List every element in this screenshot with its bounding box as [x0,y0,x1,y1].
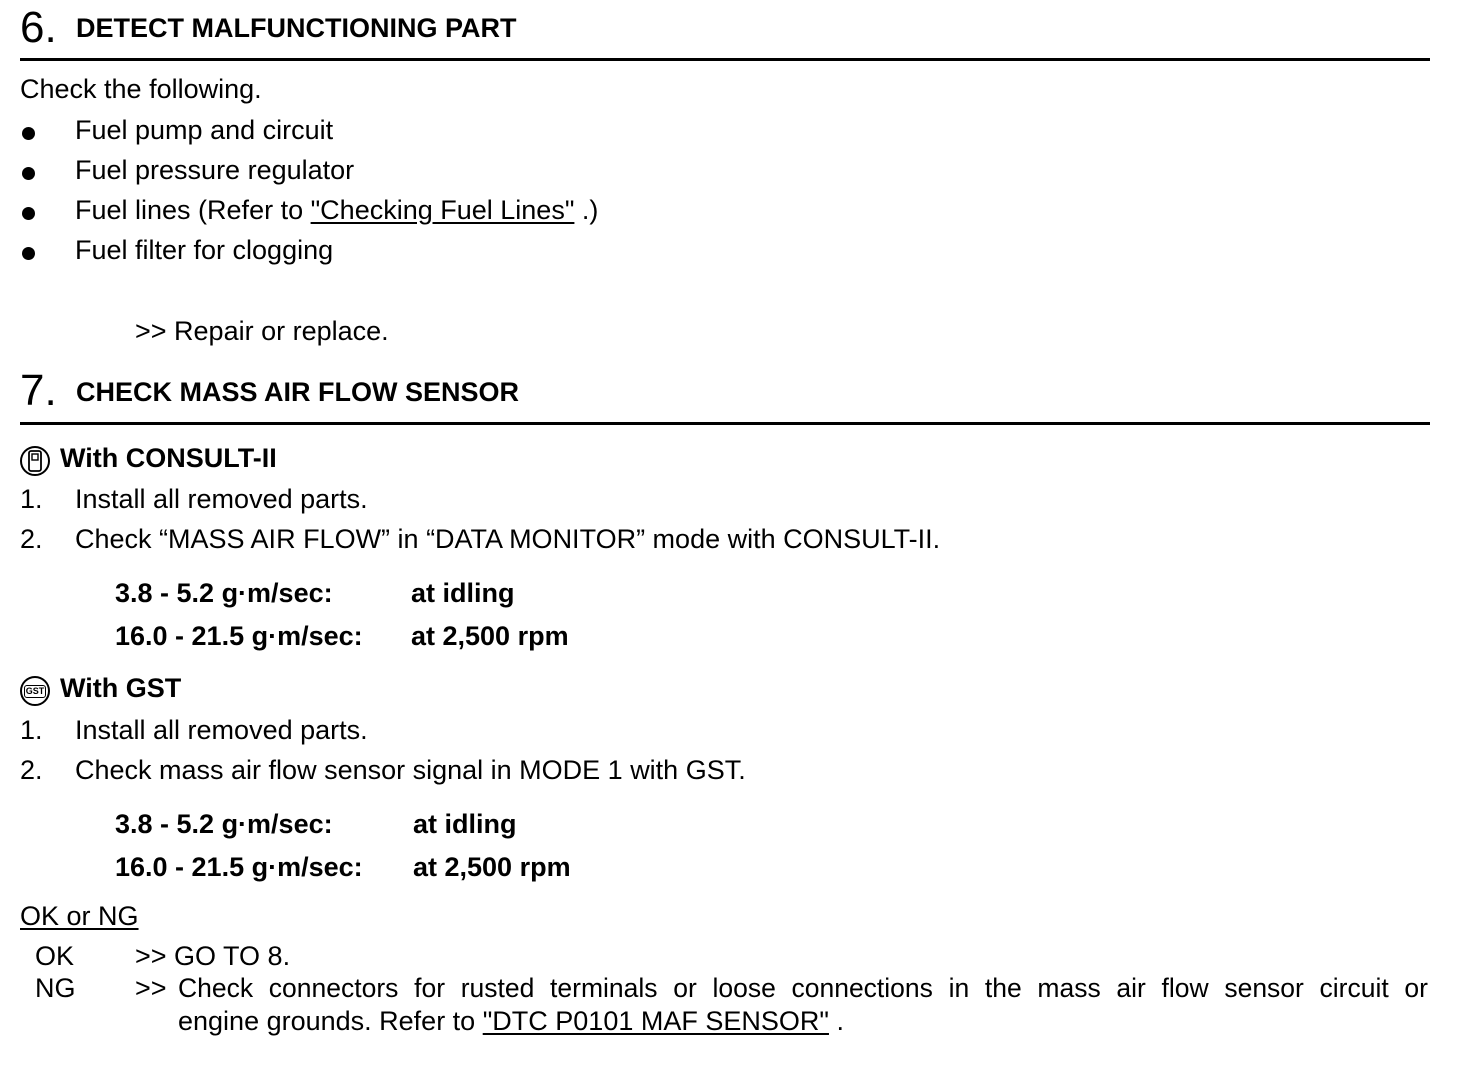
ng-action-text: engine grounds. Refer to [178,1006,483,1036]
ok-action: >> GO TO 8. [135,941,291,971]
bullet-icon [22,167,35,180]
gst-icon-label: GST [25,685,45,696]
ok-label: OK [35,941,75,971]
step-text: Install all removed parts. [75,715,368,745]
spec-value: 16.0 - 21.5 g·m/sec: [115,621,363,651]
section-6-divider [20,58,1430,61]
dtc-p0101-maf-sensor-link[interactable]: "DTC P0101 MAF SENSOR" [482,1006,829,1036]
check-item-text: Fuel lines (Refer to [75,195,311,225]
step-text: Check “MASS AIR FLOW” in “DATA MONITOR” mode with CONSULT-II. [75,524,941,554]
consult-icon [20,446,50,476]
section-7-title: CHECK MASS AIR FLOW SENSOR [76,377,520,407]
section-6-action: >> Repair or replace. [135,316,389,346]
section-6-number: 6. [20,3,57,52]
gst-icon [20,676,50,706]
spec-condition: at 2,500 rpm [411,621,569,651]
check-item [75,195,598,226]
step-number: 2. [20,755,43,785]
ng-action-line2 [178,1006,844,1037]
step-number: 2. [20,524,43,554]
spec-value: 16.0 - 21.5 g·m/sec: [115,852,363,882]
step-text: Check mass air flow sensor signal in MODE 1 with GST. [75,755,746,785]
check-item: Fuel pump and circuit [75,115,334,145]
section-6-intro: Check the following. [20,74,262,104]
checking-fuel-lines-link[interactable]: "Checking Fuel Lines" [310,195,575,225]
bullet-icon [22,207,35,220]
check-item-text: .) [574,195,599,225]
ng-prefix: >> [135,973,167,1003]
gst-heading: With GST [60,673,182,703]
bullet-icon [22,247,35,260]
spec-value: 3.8 - 5.2 g·m/sec: [115,809,333,839]
spec-condition: at idling [413,809,517,839]
ng-action-text: . [828,1006,844,1036]
bullet-icon [22,127,35,140]
step-text: Install all removed parts. [75,484,368,514]
step-number: 1. [20,484,43,514]
check-item: Fuel pressure regulator [75,155,355,185]
ng-label: NG [35,973,76,1003]
section-6-title: DETECT MALFUNCTIONING PART [76,13,517,43]
spec-condition: at idling [411,578,515,608]
step-number: 1. [20,715,43,745]
ok-ng-heading: OK or NG [20,901,139,931]
consult-heading: With CONSULT-II [60,443,277,473]
spec-condition: at 2,500 rpm [413,852,571,882]
check-item: Fuel filter for clogging [75,235,334,265]
ng-action-line1: Check connectors for rusted terminals or loose connections in the mass air flow sensor circuit or [178,973,1428,1003]
section-7-divider [20,422,1430,425]
spec-value: 3.8 - 5.2 g·m/sec: [115,578,333,608]
section-7-number: 7. [20,366,57,415]
